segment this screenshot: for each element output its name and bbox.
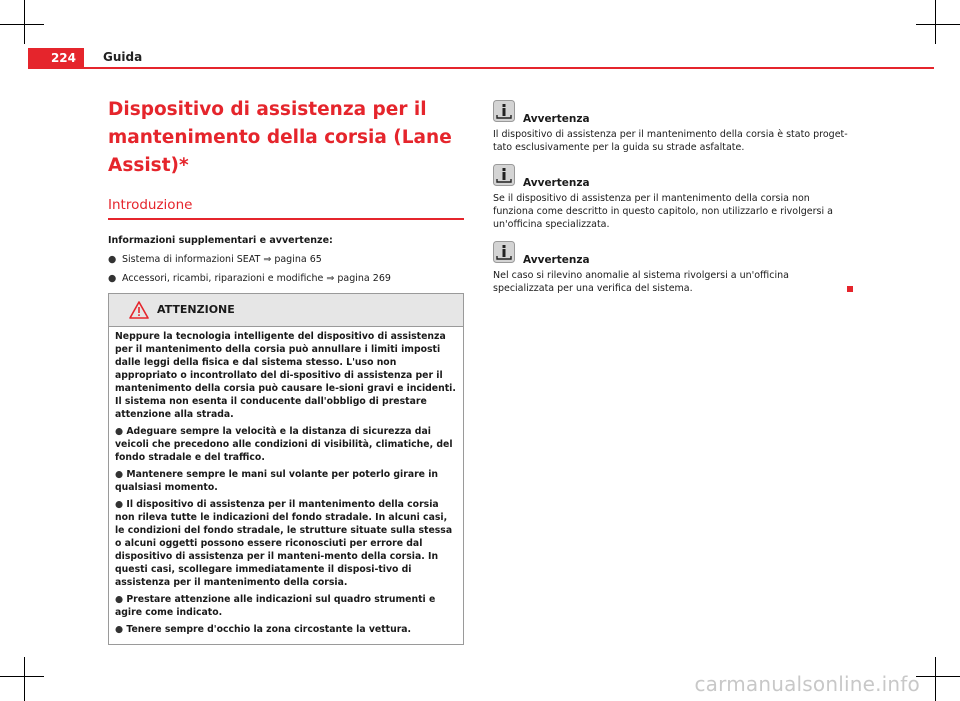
note-title: Avvertenza [523,177,590,189]
bullet-icon: ● [115,498,127,510]
bullet-icon: ● [108,253,117,265]
list-item [108,253,464,266]
warning-bullet: ● Prestare attenzione alle indicazioni sul quadro strumenti e agire come indicato. [115,593,436,618]
note-header [493,168,849,190]
note-title: Avvertenza [523,113,590,125]
subsection-rule [108,218,464,220]
list-item [108,272,464,285]
warning-box [108,293,464,645]
warning-intro: Neppure la tecnologia intelligente del dispositivo di assistenza per il mantenimento della corsia può annullare i limiti imposti dalle leggi della fisica e dal sistema stesso. L'uso non appropriato o incontrollato del di-spositivo di assistenza per il mantenimento della corsia può causare le-sioni gravi e incidenti. Il sistema non esenta il conducente dall'obbligo di prestare attenzione alla strada. [115,330,456,420]
bullet-icon: ● [115,425,127,437]
bullet-icon: ● [115,623,127,635]
note-text: Il dispositivo di assistenza per il mantenimento della corsia è stato proget-tato esclusivamente per la guida su strade asfaltate. [493,129,848,153]
bullet-icon: ● [115,468,127,480]
note-block [493,168,849,231]
info-note-icon [493,241,515,267]
crop-mark [24,657,25,701]
subsection-title: Introduzione [108,197,193,213]
info-heading: Informazioni supplementari e avvertenze: [108,234,333,246]
watermark: carmanualsonline.info [694,672,920,696]
page-title: Dispositivo di assistenza per il mantenimento della corsia (Lane Assist)* [108,99,452,176]
info-note-icon [493,100,515,126]
crop-mark [935,0,936,44]
reference-link[interactable]: Accessori, ricambi, riparazioni e modifiche ⇒ pagina 269 [122,272,391,284]
note-block [493,104,849,154]
section-end-marker [847,286,853,292]
crop-mark [0,24,44,25]
crop-mark [916,676,960,677]
reference-list [108,253,464,285]
crop-mark [916,24,960,25]
note-title: Avvertenza [523,254,590,266]
reference-link[interactable]: Sistema di informazioni SEAT ⇒ pagina 65 [122,253,322,265]
warning-title: ATTENZIONE [157,303,235,316]
bullet-icon: ● [108,272,117,284]
left-column [108,96,464,645]
note-text: Se il dispositivo di assistenza per il mantenimento della corsia non funziona come descritto in questo capitolo, non utilizzarlo e rivolgersi a un'officina specializzata. [493,193,833,230]
note-block [493,245,849,295]
header-rule [28,67,934,69]
warning-bullet: ● Tenere sempre d'occhio la zona circostante la vettura. [115,623,412,635]
crop-mark [0,676,44,677]
crop-mark [24,0,25,44]
right-column [493,104,849,309]
warning-header [109,294,463,327]
info-note-icon [493,164,515,190]
note-header [493,104,849,126]
warning-bullet: ● Adeguare sempre la velocità e la distanza di sicurezza dai veicoli che precedono alle condizioni di visibilità, climatiche, del fondo stradale e del traffico. [115,425,453,463]
warning-bullet: ● Il dispositivo di assistenza per il mantenimento della corsia non rileva tutte le indicazioni del fondo stradale. In alcuni casi, le condizioni del fondo stradale, le strutture situate sulla stessa o alcuni oggetti possono essere riconosciuti per errore dal dispositivo di assistenza per il manteni-mento della corsia. In questi casi, scollegare immediatamente il disposi-tivo di assistenza per il mantenimento della corsia. [115,498,453,588]
crop-mark [935,657,936,701]
page-number: 224 [28,48,84,68]
warning-bullet: ● Mantenere sempre le mani sul volante per poterlo girare in qualsiasi momento. [115,468,439,493]
note-header [493,245,849,267]
section-title: Guida [103,50,143,64]
warning-triangle-icon [129,301,149,319]
warning-body [109,327,463,644]
note-text: Nel caso si rilevino anomalie al sistema rivolgersi a un'officina specializzata per una verifica del sistema. [493,270,789,294]
bullet-icon: ● [115,593,127,605]
